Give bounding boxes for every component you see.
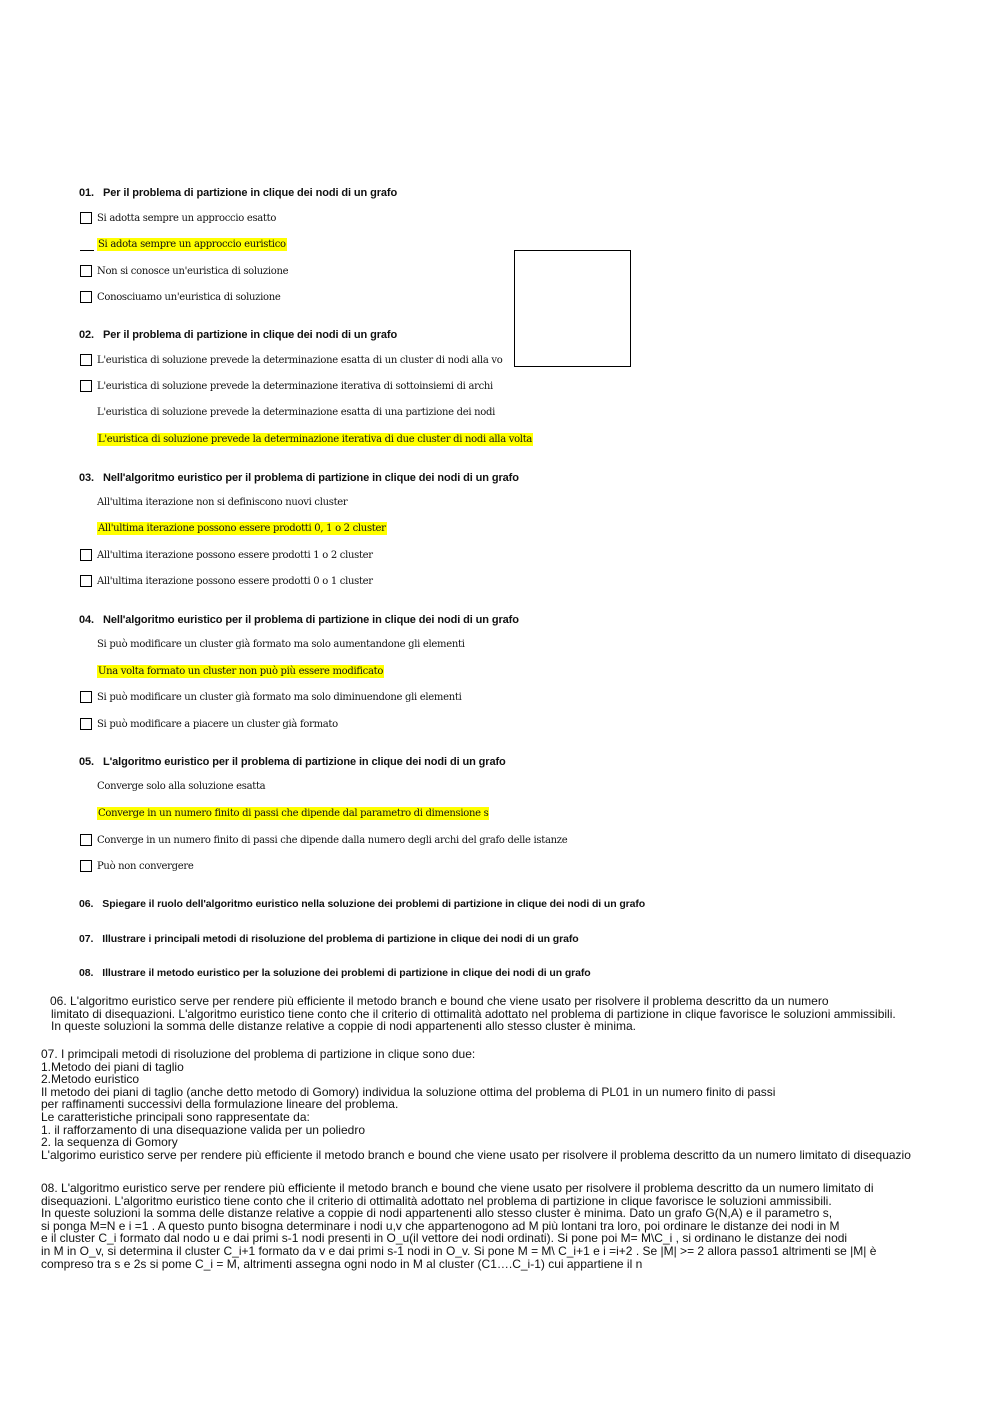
answer-line: si ponga M=N e i =1 . A questo punto bisogna determinare i nodi u,v che appartenogono ad M più lontani tra loro, poi ordinare le distanze dei nodi in M [41, 1218, 840, 1233]
option-text: Converge in un numero finito di passi che dipende dalla numero degli archi del grafo delle istanze [97, 835, 568, 846]
option-text-highlighted: Converge in un numero finito di passi che dipende dal parametro di dimensione s [98, 808, 489, 819]
answer-line: L'algorimo euristico serve per rendere più efficiente il metodo branch e bound che viene usato per risolvere il problema descritto da un numero limitato di disequazio [41, 1147, 911, 1162]
option-text-highlighted: All'ultima iterazione possono essere prodotti 0, 1 o 2 cluster [98, 523, 386, 534]
option-text: Può non convergere [97, 861, 194, 872]
answer-line: In queste soluzioni la somma delle distanze relative a coppie di nodi appartenenti allo stesso cluster è minima. Dato un grafo G(N,A) e il parametro s, [41, 1206, 833, 1221]
answer-checkbox[interactable] [80, 265, 92, 277]
answer-line: 08. L'algoritmo euristico serve per rendere più efficiente il metodo branch e bound che viene usato per risolvere il problema descritto da un numero limitato di [41, 1181, 874, 1195]
option-text-highlighted: L'euristica di soluzione prevede la determinazione iterativa di due cluster di nodi alla volta [98, 434, 533, 445]
answer-checkbox[interactable] [80, 291, 92, 303]
question-title: 02. Per il problema di partizione in clique dei nodi di un grafo [79, 329, 398, 341]
answer-checkbox[interactable] [80, 691, 92, 703]
option-text: Si può modificare un cluster già formato ma solo diminuendone gli elementi [97, 692, 462, 703]
answer-line: 1. il rafforzamento di una disequazione valida per un poliedro [41, 1122, 365, 1137]
question-title: 04. Nell'algoritmo euristico per il problema di partizione in clique dei nodi di un grafo [79, 614, 519, 626]
open-question-title: 06. Spiegare il ruolo dell'algoritmo euristico nella soluzione dei problemi di partizione in clique dei nodi di un grafo [79, 898, 646, 910]
answer-line: 2.Metodo euristico [41, 1072, 140, 1087]
answer-line: per raffinamenti successivi della formulazione lineare del problema. [41, 1097, 399, 1112]
answer-checkbox[interactable] [80, 212, 92, 224]
option-text: L'euristica di soluzione prevede la determinazione esatta di un cluster di nodi alla vo [97, 355, 503, 366]
answer-checkbox[interactable] [80, 718, 92, 730]
answer-line: 2. la sequenza di Gomory [41, 1135, 178, 1150]
answer-checkbox[interactable] [80, 354, 92, 366]
question-title: 01. Per il problema di partizione in clique dei nodi di un grafo [79, 187, 398, 199]
option-text-highlighted: Una volta formato un cluster non può più essere modificato [98, 666, 384, 677]
option-text: Si può modificare un cluster già formato ma solo aumentandone gli elementi [97, 639, 465, 650]
answer-line: 07. I primcipali metodi di risoluzione del problema di partizione in clique sono due: [41, 1047, 476, 1061]
answer-line: 1.Metodo dei piani di taglio [41, 1059, 184, 1074]
question-title: 03. Nell'algoritmo euristico per il problema di partizione in clique dei nodi di un grafo [79, 472, 519, 484]
answer-line: in M in O_v, si determina il cluster C_i+1 formato da v e dai primi s-1 nodi in O_v. Si pone M = M\ C_i+1 e i =i+2 . Se |M| >= 2 allora passo1 altrimenti se |M| è [41, 1243, 877, 1258]
answer-marker-dash[interactable] [80, 250, 94, 251]
answer-checkbox[interactable] [80, 860, 92, 872]
option-text: L'euristica di soluzione prevede la determinazione esatta di una partizione dei nodi [97, 407, 495, 418]
answer-checkbox[interactable] [80, 575, 92, 587]
answer-line: compreso tra s e 2s si pome C_i = M, altrimenti assegna ogni nodo in M al cluster (C1….C_i-1) cui appartiene il n [41, 1256, 643, 1271]
option-text: Conosciuamo un'euristica di soluzione [97, 292, 281, 303]
option-text: All'ultima iterazione non si definiscono nuovi cluster [97, 497, 348, 508]
option-text-highlighted: Si adota sempre un approccio euristico [98, 239, 286, 250]
answer-line: Il metodo dei piani di taglio (anche detto metodo di Gomory) individua la soluzione ottima del problema di PL01 in un numero finito di passi [41, 1084, 776, 1099]
option-text: Non si conosce un'euristica di soluzione [97, 266, 289, 277]
answer-block-07 [41, 1048, 911, 1161]
option-text: Si può modificare a piacere un cluster già formato [97, 719, 338, 730]
answer-block-06 [50, 995, 896, 1033]
open-question-title: 08. Illustrare il metodo euristico per la soluzione dei problemi di partizione in clique dei nodi di un grafo [79, 967, 591, 979]
open-question-title: 07. Illustrare i principali metodi di risoluzione del problema di partizione in clique dei nodi di un grafo [79, 933, 579, 945]
answer-line: e il cluster C_i formato dal nodo u e dai primi s-1 nodi presenti in O_u(il vettore dei nodi ordinati). Si pone poi M= M\C_i , si ordinano le distanze dei nodi [41, 1231, 848, 1246]
answer-line: In queste soluzioni la somma delle distanze relative a coppie di nodi appartenenti allo stesso cluster è minima. [51, 1019, 636, 1034]
blank-frame [514, 250, 631, 367]
answer-block-08 [41, 1182, 876, 1270]
answer-checkbox[interactable] [80, 834, 92, 846]
answer-line: Le caratteristiche principali sono rappresentate da: [41, 1109, 310, 1124]
answer-line: disequazioni. L'algoritmo euristico tiene conto che il criterio di ottimalità adottato nel problema di partizione in clique favorisce le soluzioni ammissibili. [41, 1193, 832, 1208]
answer-checkbox[interactable] [80, 380, 92, 392]
option-text: All'ultima iterazione possono essere prodotti 1 o 2 cluster [97, 550, 373, 561]
answer-line: 06. L'algoritmo euristico serve per rendere più efficiente il metodo branch e bound che viene usato per risolvere il problema descritto da un numero [50, 994, 829, 1008]
option-text: Si adotta sempre un approccio esatto [97, 213, 277, 224]
option-text: Converge solo alla soluzione esatta [97, 781, 266, 792]
answer-line: limitato di disequazioni. L'algoritmo euristico tiene conto che il criterio di ottimalità adottato nel problema di partizione in clique favorisce le soluzioni ammissibili. [51, 1006, 896, 1021]
option-text: All'ultima iterazione possono essere prodotti 0 o 1 cluster [97, 576, 373, 587]
option-text: L'euristica di soluzione prevede la determinazione iterativa di sottoinsiemi di archi [97, 381, 493, 392]
answer-checkbox[interactable] [80, 549, 92, 561]
question-title: 05. L'algoritmo euristico per il problema di partizione in clique dei nodi di un grafo [79, 756, 506, 768]
